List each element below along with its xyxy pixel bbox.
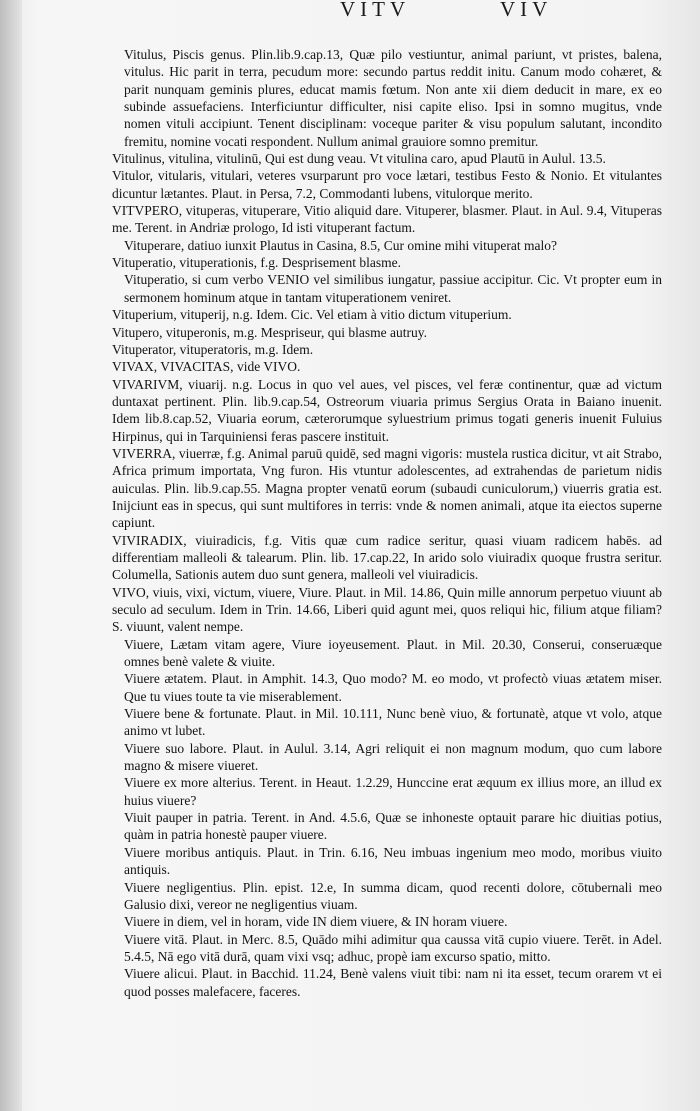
entry xyxy=(112,358,662,375)
entry xyxy=(112,740,662,775)
entry xyxy=(112,584,662,636)
entry-headword: Vitulor, vitularis, vitulari, xyxy=(112,168,253,184)
header-left: VITV xyxy=(340,0,411,21)
entry-headword: Vitupero, vituperonis, xyxy=(112,324,231,340)
entry-headword: VIVERRA, xyxy=(112,445,176,461)
entry-headword: Viuere bene & fortunate. xyxy=(124,706,261,722)
entry-headword: Vituperium, vituperij, xyxy=(112,307,230,323)
entry-text: veteres vsurparunt pro voce lætari, testibus Festo & Nonio. Et vitulantes dicuntur lætantes. Plaut. in Persa, 7.2, Commodanti lubens, vitulorque merito. xyxy=(112,168,663,201)
entry xyxy=(112,237,662,254)
entry xyxy=(112,844,662,879)
entry-text: viuerræ, f.g. Animal paruū quidē, sed magni vigoris: mustela rustica dicitur, vt ait Strabo, Africa primum importata, Vng furon. His vtuntur adolescentes, ad extrahendas de parietum nidis auiculas. Plin. lib.9.cap.55. Magna propter venatū eorum (subaudi cuniculorum,) viuerris gratia est. Inijciunt eas in specus, qui sunt multifores in terris: vnde & nomen animali, atque ita eiectos superne capiunt. xyxy=(112,445,662,531)
entry-headword: Viuere negligentius. xyxy=(124,879,236,895)
entry-headword: Viuit pauper in patria. xyxy=(124,810,247,826)
entry-text: Lætam vitam agere, Viure ioyeusement. Plaut. in Mil. 20.30, Conserui, conseruæque omnes benè valete & viuite. xyxy=(124,636,663,670)
entry-headword: VITVPERO, xyxy=(112,203,183,219)
entry xyxy=(112,445,662,532)
entry-text: viuiradicis, f.g. Vitis quæ cum radice seritur, quasi viuam radicem habēs. ad differentiam malleoli & talearum. Plin. lib. 17.cap.22, In arido solo viuiradix quoque frustra seritur. Columella, Sationis autem duo sunt genera, malleoli vel viuiradicis. xyxy=(112,532,663,583)
header-right: VIV xyxy=(500,0,553,21)
entry-text: Plin.lib.9.cap.13, Quæ pilo vestiuntur, animal pariunt, vt pristes, balena, vitulus. Hic parit in terra, pecudum more: secundo partus reddit initu. Canum modo cohæret, & parit nunquam geminis plures, educat mamis fœtum. Non ante xii diem deducit in mare, ex eo subinde assuefaciens. Interficiuntur difficulter, nisi capite eliso. Ipsi in somno mugitus, vnde nomen vituli accipiunt. Tenent disciplinam: voceque pariter & visu populum salutant, incondito fremitu, nomine vocati respondent. Nullum animal grauiore somno premitur. xyxy=(124,47,663,149)
entry-text: Plaut. in Mil. 10.111, Nunc benè viuo, & fortunatè, atque vt volo, atque animo vt lubet. xyxy=(124,706,662,739)
entry-text: f.g. Desprisement blasme. xyxy=(260,255,402,271)
entry xyxy=(112,341,662,358)
entry-headword: Viuere vitā. xyxy=(124,931,188,947)
entry-text: vel in horam, vide IN diem viuere, & IN horam viuere. xyxy=(210,914,508,930)
entry-text: Plaut. in Merc. 8.5, Quādo mihi adimitur qua caussa vitā cupio viuere. Terēt. in Adel. 5.4.5, Nā ego vitā durā, quam vixi vsq; adhuc, propè iam excurso spatio, mitto. xyxy=(124,931,662,964)
entry xyxy=(112,965,662,1000)
entry xyxy=(112,254,662,271)
entries-column xyxy=(112,46,662,1000)
entry-text: vide VIVO. xyxy=(236,359,301,375)
entry xyxy=(112,809,662,844)
entry-headword: Viuere ætatem. xyxy=(124,671,207,687)
entry-text: m.g. Mespriseur, qui blasme autruy. xyxy=(233,324,427,340)
entry xyxy=(112,705,662,740)
entry-headword: Viuere ex more alterius. xyxy=(124,775,256,791)
entry-text: Qui est dung veau. Vt vitulina caro, apud Plautū in Aulul. 13.5. xyxy=(264,151,606,167)
entry-headword: Vituperare, xyxy=(124,237,185,253)
entry xyxy=(112,202,662,237)
entry-text: Terent. in Heaut. 1.2.29, Hunccine erat æquum ex illius more, an illud ex huius viuere? xyxy=(124,775,662,808)
entry-headword: Vituperatio, xyxy=(124,272,189,288)
entry-headword: Vituperatio, vituperationis, xyxy=(112,255,258,271)
entry xyxy=(112,532,662,584)
entry-headword: Viuere alicui. xyxy=(124,966,198,982)
page-gutter xyxy=(0,0,22,1111)
entry-text: viuis, vixi, victum, viuere, Viure. Plaut. in Mil. 14.86, Quin mille annorum perpetuo viuunt ab seculo ad seculum. Idem in Trin. 14.66, Liberi quid agunt mei, quos reliqui hic, filium atque filiam? S. viuunt, valent nempe. xyxy=(112,584,662,635)
entry xyxy=(112,636,662,671)
entry xyxy=(112,670,662,705)
entry-headword: Vituperator, vituperatoris, xyxy=(112,341,252,357)
entry-text: Plaut. in Trin. 6.16, Neu imbuas ingenium meo modo, moribus viuito antiquis. xyxy=(124,844,663,878)
entry-text: m.g. Idem. xyxy=(254,341,314,357)
entry-text: si cum verbo VENIO vel similibus iungatur, passiue accipitur. Cic. Vt propter eum in sermonem hominum atque in tantam vituperationem veniret. xyxy=(124,272,662,305)
entry xyxy=(112,913,662,930)
entry-text: n.g. Idem. Cic. Vel etiam à vitio dictum vituperium. xyxy=(232,307,512,323)
entry-text: viuarij. n.g. Locus in quo vel aues, vel pisces, vel feræ continentur, quæ ad victum duntaxat pertinent. Plin. lib.9.cap.54, Ostreorum viuaria primus Sergius Orata in Baiano inuenit. Idem lib.8.cap.52, Viuaria eorum, cæterorumque syluestrium primus togati generis inuenit Fuluius Hirpinus, qui in Tarquiniensi feras pascere instituit. xyxy=(112,376,662,444)
entry xyxy=(112,46,662,150)
entry xyxy=(112,879,662,914)
entry-text: datiuo iunxit Plautus in Casina, 8.5, Cur omine mihi vituperat malo? xyxy=(187,237,558,253)
entry-headword: Viuere moribus antiquis. xyxy=(124,844,262,860)
entry-headword: Viuere, xyxy=(124,636,164,652)
entry-headword: VIVIRADIX, xyxy=(112,532,187,548)
entry-headword: Vitulus, Piscis genus. xyxy=(124,47,246,62)
entry xyxy=(112,324,662,341)
entry-text: Plaut. in Bacchid. 11.24, Benè valens viuit tibi: nam ni ita esset, tecum orarem vt ei quod posses malefacere, faceres. xyxy=(124,966,663,999)
entry-headword: VIVAX, VIVACITAS, xyxy=(112,359,234,375)
entry-headword: VIVARIVM, xyxy=(112,376,183,392)
entry xyxy=(112,306,662,323)
entry xyxy=(112,271,662,306)
entry xyxy=(112,150,662,167)
entry-text: Plaut. in Aulul. 3.14, Agri reliquit ei non magnum modum, quo cum labore magno & misere viueret. xyxy=(124,740,663,774)
entry-headword: Viuere in diem, xyxy=(124,914,208,930)
entry-text: Plin. epist. 12.e, In summa dicam, quod recenti dolore, cōtubernali meo Galusio dixi, vereor ne negligentius viuam. xyxy=(124,879,663,912)
entry-headword: Vitulinus, vitulina, vitulinū, xyxy=(112,151,262,167)
entry-text: Plaut. in Amphit. 14.3, Quo modo? M. eo modo, vt profectò viuas ætatem miser. Que tu viues toute ta vie miserablement. xyxy=(124,671,662,704)
entry-headword: Viuere suo labore. xyxy=(124,740,227,756)
entry-headword: VIVO, xyxy=(112,584,150,600)
running-header xyxy=(140,0,652,22)
entry xyxy=(112,774,662,809)
entry xyxy=(112,167,662,202)
entry xyxy=(112,376,662,445)
entry-text: vituperas, vituperare, Vitio aliquid dare. Vituperer, blasmer. Plaut. in Aul. 9.4, Vituperas me. Terent. in Andriæ prologo, Id isti vituperant factum. xyxy=(112,203,662,236)
entry xyxy=(112,931,662,966)
entry-text: Terent. in And. 4.5.6, Quæ se inhoneste optauit parare hic diuitias potius, quàm in patria honestè pauper viuere. xyxy=(124,810,662,843)
